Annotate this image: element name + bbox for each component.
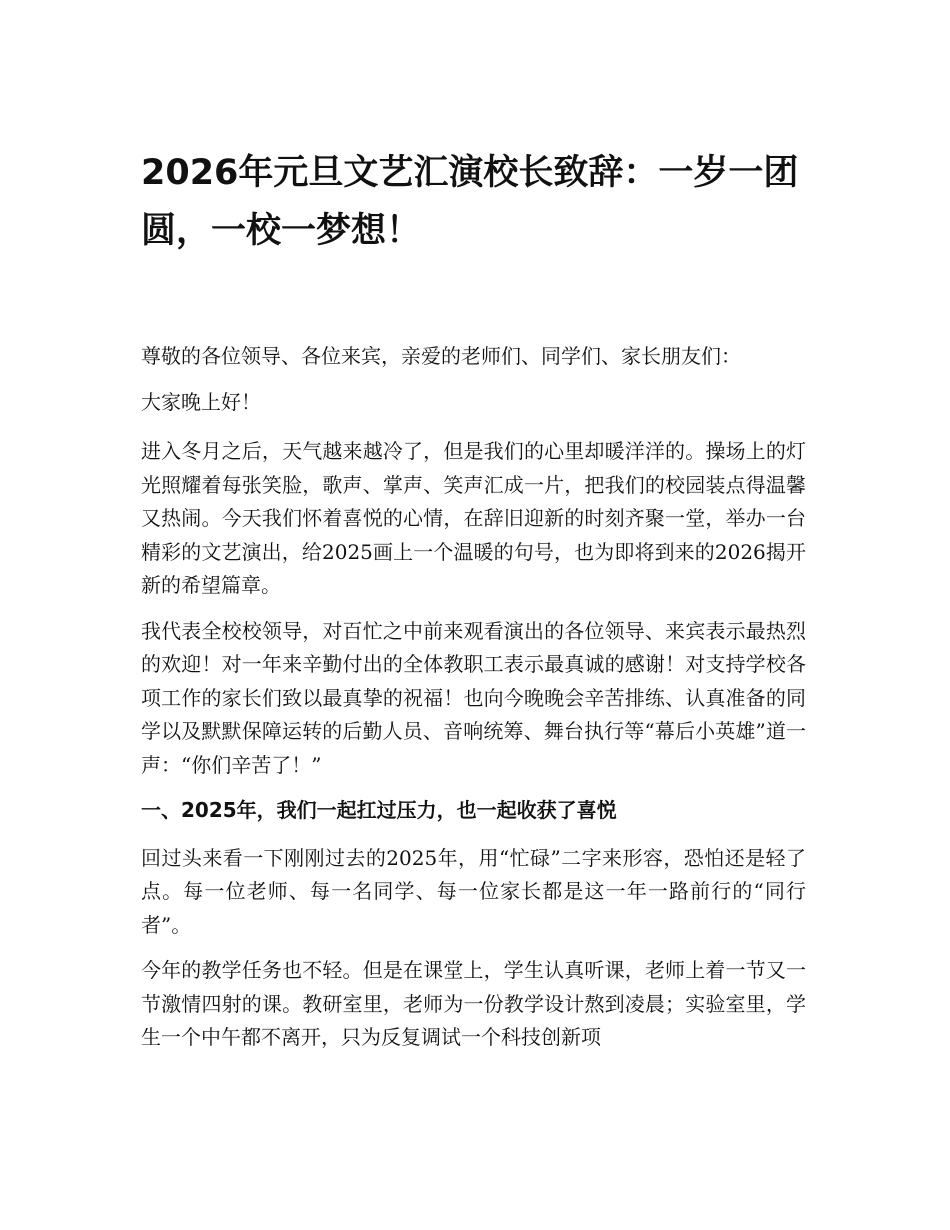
- document-page: [141, 144, 806, 1067]
- document-title: 2026年元旦文艺汇演校长致辞：一岁一团圆，一校一梦想！: [141, 153, 799, 251]
- paragraph-intro: 进入冬月之后，天气越来越冷了，但是我们的心里却暖洋洋的。操场上的灯光照耀着每张笑脸，歌声、掌声、笑声汇成一片，把我们的校园装点得温馨又热闹。今天我们怀着喜悦的心情，在辞旧迎新的时刻齐聚一堂，举办一台精彩的文艺演出，给2025画上一个温暖的句号，也为即将到来的2026揭开新的希望篇章。: [141, 439, 806, 597]
- paragraph-thanks: 我代表全校校领导，对百忙之中前来观看演出的各位领导、来宾表示最热烈的欢迎！对一年来辛勤付出的全体教职工表示最真诚的感谢！对支持学校各项工作的家长们致以最真挚的祝福！也向今晚晚会辛苦排练、认真准备的同学以及默默保障运转的后勤人员、音响统筹、舞台执行等“幕后小英雄”道一声：“你们辛苦了！”: [141, 618, 806, 777]
- greeting: 大家晚上好！: [141, 389, 261, 414]
- section-heading: 一、2025年，我们一起扛过压力，也一起收获了喜悦: [141, 798, 617, 822]
- paragraph-review: 回过头来看一下刚刚过去的2025年，用“忙碌”二字来形容，恐怕还是轻了点。每一位老师、每一名同学、每一位家长都是这一年一路前行的“同行者”。: [141, 845, 806, 937]
- paragraph-teaching: 今年的教学任务也不轻。但是在课堂上，学生认真听课，老师上着一节又一节激情四射的课。教研室里，老师为一份教学设计熬到凌晨；实验室里，学生一个中午都不离开，只为反复调试一个科技创新项: [141, 958, 806, 1049]
- salutation: 尊敬的各位领导、各位来宾，亲爱的老师们、同学们、家长朋友们：: [141, 344, 741, 368]
- document-body: [141, 340, 806, 1055]
